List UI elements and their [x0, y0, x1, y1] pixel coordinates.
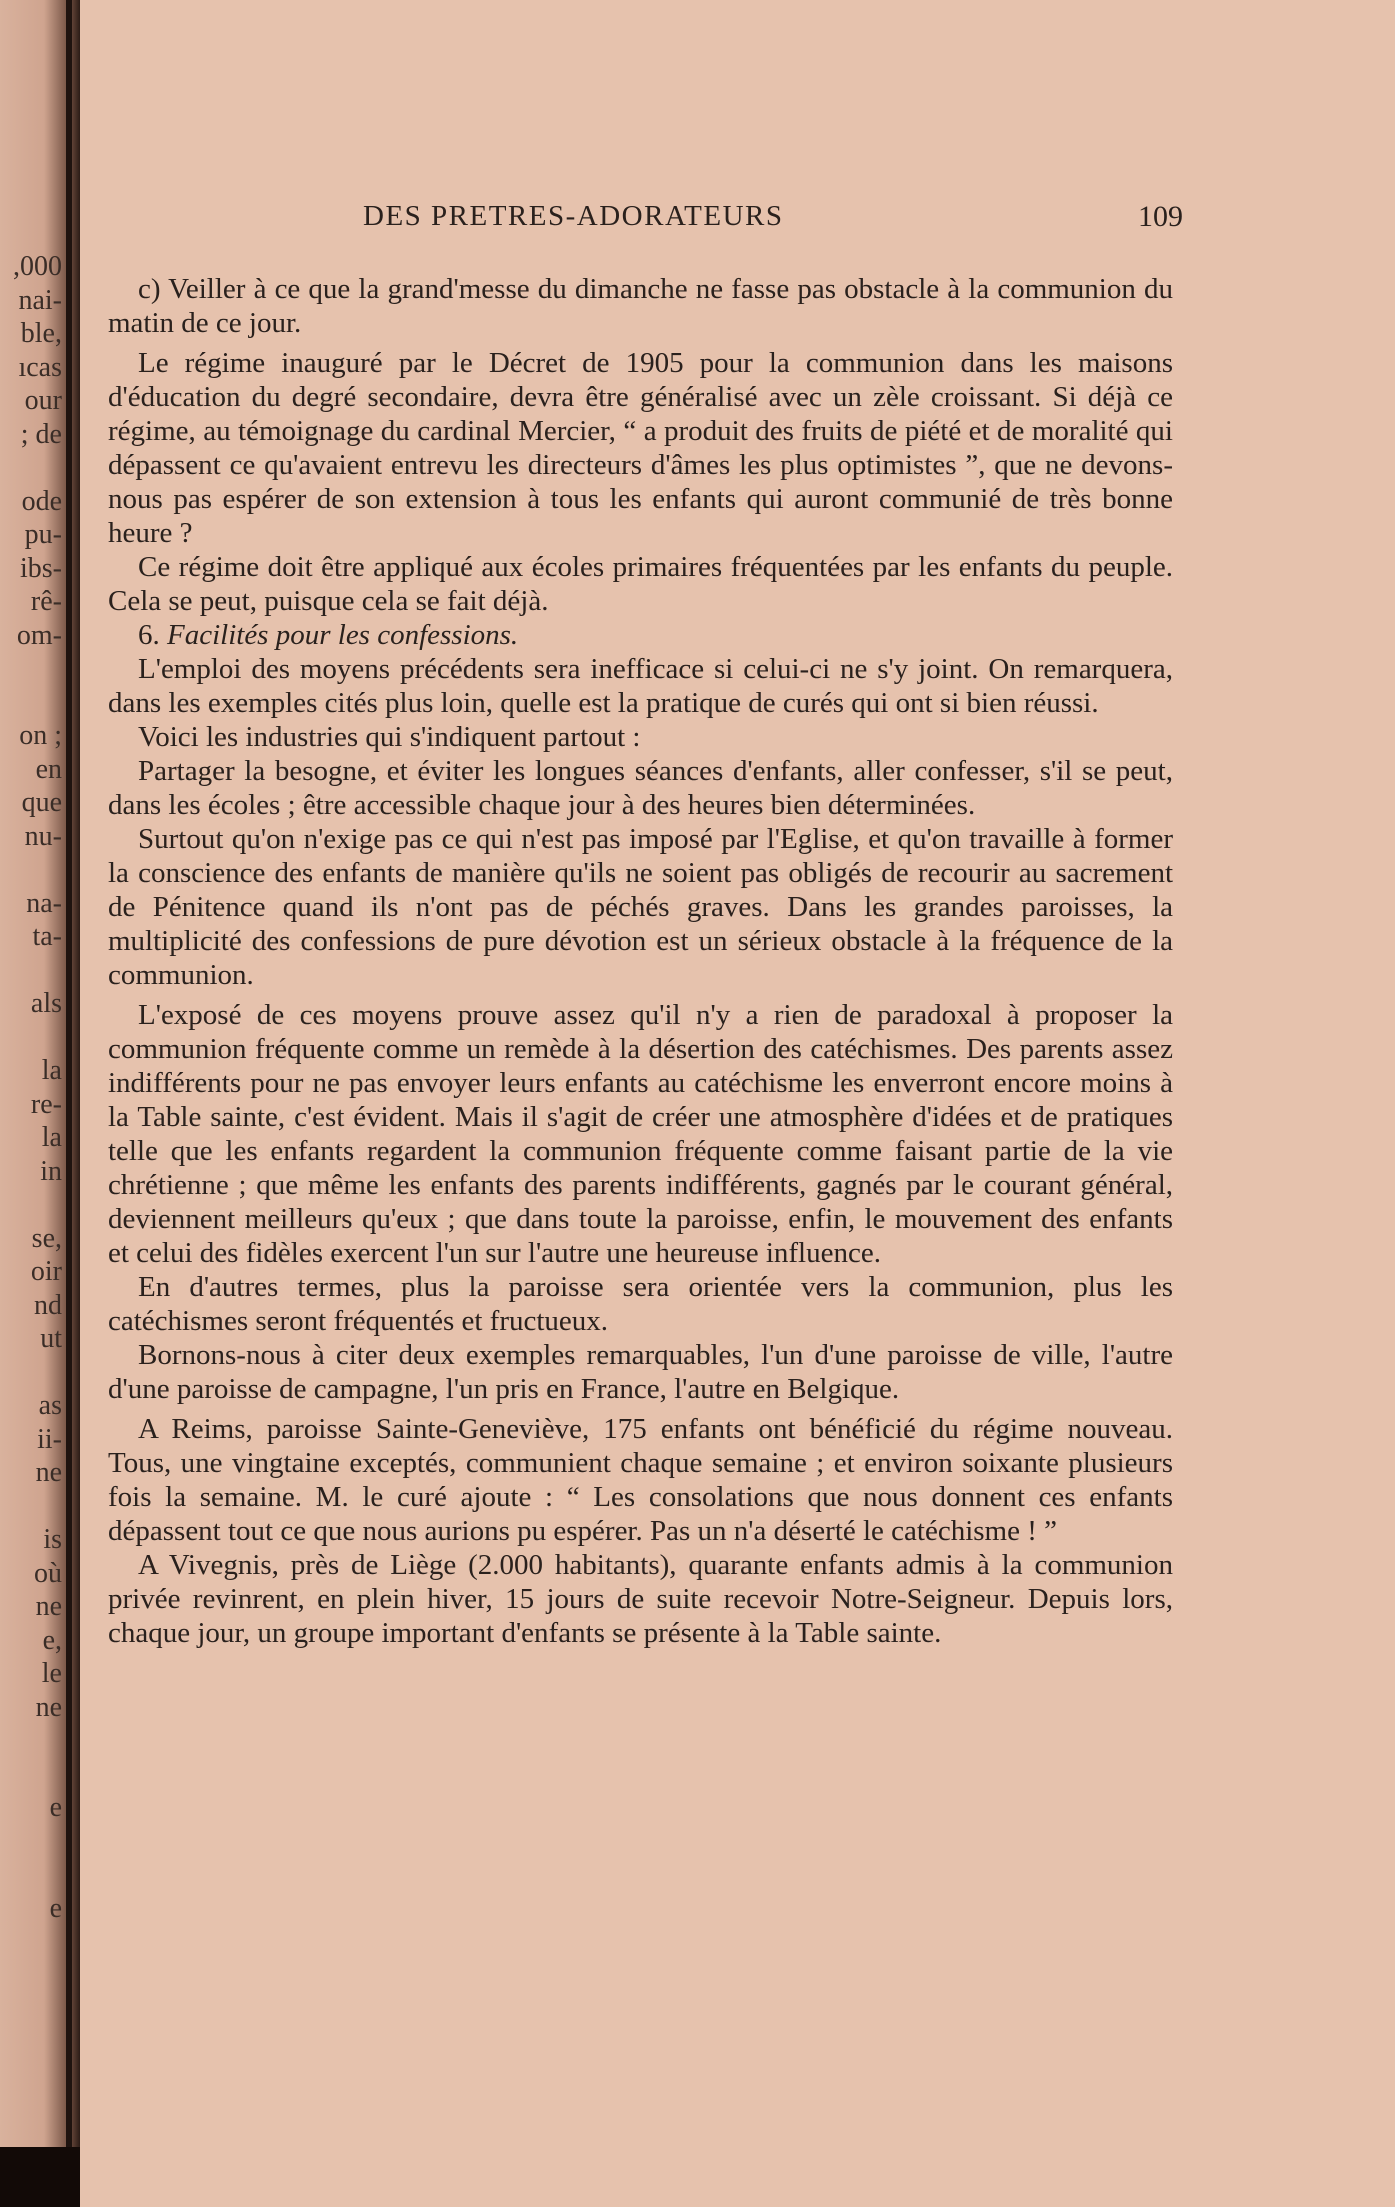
- paragraph-reims: A Reims, paroisse Sainte-Geneviève, 175 enfants ont bénéficié du régime nouveau. Tous, une vingtaine exceptés, communient chaque semaine ; et environ soixante plusieurs fois la semaine. M. le curé ajoute : “ Les consolations que nous donnent ces enfants dépassent tout ce que nous aurions pu espérer. Pas un n'a déserté le catéchisme ! ”: [108, 1413, 1173, 1547]
- facing-page-fragment: en: [35, 753, 62, 785]
- section-number: 6.: [138, 619, 160, 651]
- facing-page-fragment: où: [34, 1557, 62, 1589]
- facing-page-fragment: als: [30, 988, 62, 1019]
- facing-page-fragment: le: [41, 1658, 62, 1689]
- facing-page-fragment: oir: [30, 1256, 62, 1287]
- facing-page-fragment: e: [49, 1792, 62, 1823]
- facing-page-fragment: ble,: [20, 318, 62, 349]
- paragraph-partager: Partager la besogne, et éviter les longues séances d'enfants, aller confesser, s'il se peut, dans les écoles ; être accessible chaque jour à des heures bien déterminées.: [108, 755, 1173, 821]
- paragraph-c-veiller: c) Veiller à ce que la grand'messe du dimanche ne fasse pas obstacle à la communion du matin de ce jour.: [108, 273, 1173, 339]
- facing-page-fragment: [0, 1724, 62, 1758]
- facing-page-fragment: ; de: [20, 418, 62, 450]
- facing-page-fragment: pu-: [24, 519, 62, 550]
- facing-page-fragment: [0, 1758, 62, 1792]
- book-spine-edge: [66, 0, 72, 2207]
- facing-page-fragment: ,000: [13, 251, 62, 282]
- facing-page-fragments: [0, 250, 62, 1925]
- paragraph-industries: Voici les industries qui s'indiquent partout :: [138, 721, 641, 753]
- facing-page-fragment: [0, 652, 62, 686]
- facing-page-fragment: [0, 954, 62, 988]
- facing-page-fragment: as: [38, 1390, 62, 1421]
- paragraph-exemples: Bornons-nous à citer deux exemples remarquables, l'un d'une paroisse de ville, l'autre d'une paroisse de campagne, l'un pris en France, l'autre en Belgique.: [108, 1339, 1173, 1405]
- facing-page-fragment: [0, 451, 62, 485]
- facing-page-fragment: [0, 1021, 62, 1055]
- facing-page-fragment: la: [41, 1055, 62, 1086]
- facing-page-fragment: que: [21, 787, 62, 818]
- paragraph-surtout: Surtout qu'on n'exige pas ce qui n'est pas imposé par l'Eglise, et qu'on travaille à former la conscience des enfants de manière qu'ils ne soient pas obligés de recourir au sacrement de Pénitence quand ils n'ont pas de péchés graves. Dans les grandes paroisses, la multiplicité des confessions de pure dévotion est un sérieux obstacle à la fréquence de la communion.: [108, 823, 1173, 991]
- facing-page-fragment: nai-: [18, 284, 62, 316]
- facing-page-fragment: ode: [21, 485, 62, 517]
- facing-page-fragment: [0, 853, 62, 887]
- facing-page-fragment: nd: [34, 1289, 62, 1321]
- facing-page-fragment: ibs-: [20, 552, 62, 584]
- facing-page-fragment: e,: [42, 1624, 62, 1656]
- facing-page-fragment: nu-: [24, 820, 62, 852]
- facing-page-fragment: e: [49, 1892, 62, 1924]
- facing-page-fragment: on ;: [19, 720, 62, 751]
- facing-page-fragment: ne: [35, 1457, 62, 1488]
- paragraph-emploi-moyens: L'emploi des moyens précédents sera inefficace si celui-ci ne s'y joint. On remarquera, dans les exemples cités plus loin, quelle est la pratique de curés qui ont si bien réussi.: [108, 653, 1173, 719]
- paragraph-autres-termes: En d'autres termes, plus la paroisse sera orientée vers la communion, plus les catéchismes seront fréquentés et fructueux.: [108, 1271, 1173, 1337]
- paragraph-vivegnis: A Vivegnis, près de Liège (2.000 habitants), quarante enfants admis à la communion privée revinrent, en plein hiver, 15 jours de suite recevoir Notre-Seigneur. Depuis lors, chaque jour, un groupe important d'enfants se présente à la Table sainte.: [108, 1549, 1173, 1649]
- paragraph-expose: L'exposé de ces moyens prouve assez qu'il n'y a rien de paradoxal à proposer la communion fréquente comme un remède à la désertion des catéchismes. Des parents assez indifférents pour ne pas envoyer leurs enfants au catéchisme les enverront encore moins à la Table sainte, c'est évident. Mais il s'agit de créer une atmosphère d'idées et de pratiques telle que les enfants regardent la communion fréquente comme faisant partie de la vie chrétienne ; que même les enfants des parents indifférents, gagnés par le courant général, deviennent meilleurs qu'eux ; que dans toute la paroisse, enfin, le mouvement des enfants et celui des fidèles exercent l'un sur l'autre une heureuse influence.: [108, 999, 1173, 1269]
- facing-page-fragment: ut: [40, 1323, 62, 1354]
- facing-page-fragment: [0, 1825, 62, 1859]
- facing-page-fragment: [0, 1490, 62, 1524]
- section-heading-confessions: [108, 618, 1173, 652]
- facing-page-fragment: [0, 686, 62, 720]
- facing-page-fragment: ıcas: [18, 351, 62, 383]
- paragraph-ecoles-primaires: Ce régime doit être appliqué aux écoles primaires fréquentées par les enfants du peuple. Cela se peut, puisque cela se fait déjà.: [108, 551, 1173, 617]
- facing-page-fragment: la: [41, 1122, 62, 1153]
- facing-page-fragment: [0, 1188, 62, 1222]
- facing-page-fragment: ne: [35, 1691, 62, 1723]
- facing-page-fragment: [0, 1356, 62, 1390]
- page-corner-shadow: [0, 2147, 80, 2207]
- facing-page-fragment: our: [24, 385, 62, 416]
- facing-page-fragment: is: [43, 1524, 62, 1555]
- running-title: DES PRETRES-ADORATEURS: [363, 200, 784, 232]
- facing-page-fragment: in: [40, 1155, 62, 1187]
- paragraph-regime-decret: Le régime inauguré par le Décret de 1905 pour la communion dans les maisons d'éducation du degré secondaire, devra être généralisé avec un zèle croissant. Si déjà ce régime, au témoignage du cardinal Mercier, “ a produit des fruits de piété et de moralité qui dépassent ce qu'avaient entrevu les directeurs d'âmes les plus optimistes ”, que ne devons-nous pas espérer de son extension à tous les enfants qui auront communié de très bonne heure ?: [108, 347, 1173, 549]
- page-body: [108, 272, 1173, 1650]
- facing-page-fragment: ta-: [32, 921, 62, 952]
- facing-page-fragment: ii-: [37, 1423, 62, 1455]
- facing-page-fragment: ne: [35, 1591, 62, 1622]
- facing-page-fragment: rê-: [30, 586, 62, 617]
- page-header: [363, 200, 1183, 240]
- section-title: Facilités pour les confessions.: [167, 619, 519, 651]
- facing-page-fragment: na-: [26, 887, 62, 919]
- facing-page-fragment: om-: [16, 619, 62, 651]
- facing-page-fragment: [0, 1858, 62, 1892]
- facing-page-fragment: re-: [30, 1088, 62, 1120]
- facing-page-fragment: se,: [31, 1222, 62, 1254]
- page-number: 109: [1138, 200, 1183, 233]
